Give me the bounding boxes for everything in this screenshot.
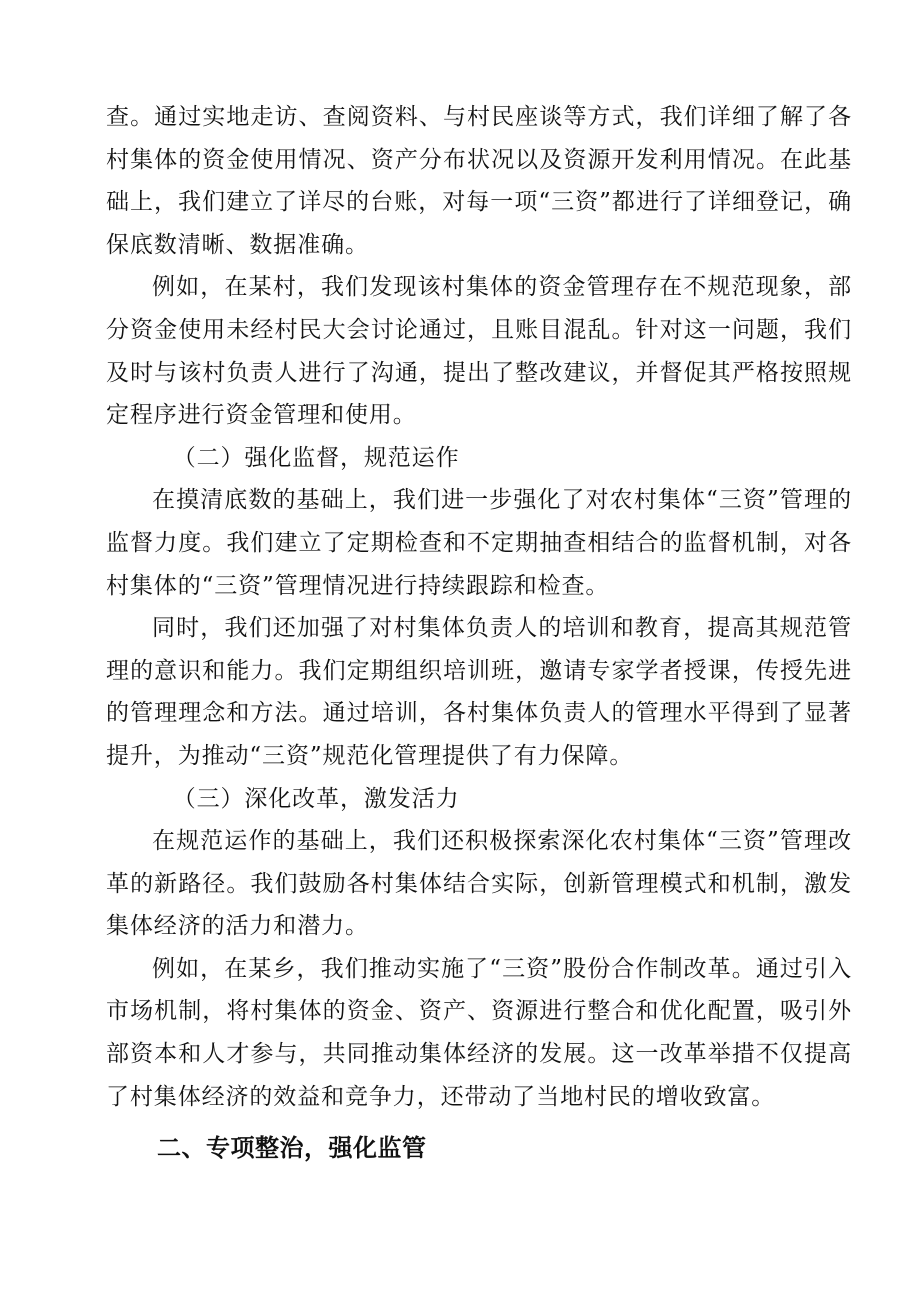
paragraph-training: 同时，我们还加强了对村集体负责人的培训和教育，提高其规范管理的意识和能力。我们定期组织培训班，邀请专家学者授课，传授先进的管理理念和方法。通过培训，各村集体负责人的管理水平得到了显著提升，为推动“三资”规范化管理提供了有力保障。: [106, 615, 852, 769]
paragraph-continuation: 查。通过实地走访、查阅资料、与村民座谈等方式，我们详细了解了各村集体的资金使用情况、资产分布状况以及资源开发利用情况。在此基础上，我们建立了详尽的台账，对每一项“三资”都进行了详细登记，确保底数清晰、数据准确。: [106, 104, 852, 258]
subheading-strengthen-supervision: （二）强化监督，规范运作: [172, 444, 460, 471]
document-body: [106, 96, 852, 1118]
paragraph-example-township: 例如，在某乡，我们推动实施了“三资”股份合作制改革。通过引入市场机制，将村集体的资金、资产、资源进行整合和优化配置，吸引外部资本和人才参与，共同推动集体经济的发展。这一改革举措不仅提高了村集体经济的效益和竞争力，还带动了当地村民的增收致富。: [106, 955, 852, 1110]
paragraph-example-village: 例如，在某村，我们发现该村集体的资金管理存在不规范现象，部分资金使用未经村民大会讨论通过，且账目混乱。针对这一问题，我们及时与该村负责人进行了沟通，提出了整改建议，并督促其严格按照规定程序进行资金管理和使用。: [106, 274, 852, 429]
section-heading: 二、专项整治，强化监管: [157, 1134, 427, 1162]
subheading-deepen-reform: （三）深化改革，激发活力: [172, 785, 460, 812]
paragraph-reform: 在规范运作的基础上，我们还积极探索深化农村集体“三资”管理改革的新路径。我们鼓励各村集体结合实际，创新管理模式和机制，激发集体经济的活力和潜力。: [106, 828, 852, 940]
paragraph-supervision: 在摸清底数的基础上，我们进一步强化了对农村集体“三资”管理的监督力度。我们建立了定期检查和不定期抽查相结合的监督机制，对各村集体的“三资”管理情况进行持续跟踪和检查。: [106, 487, 852, 599]
